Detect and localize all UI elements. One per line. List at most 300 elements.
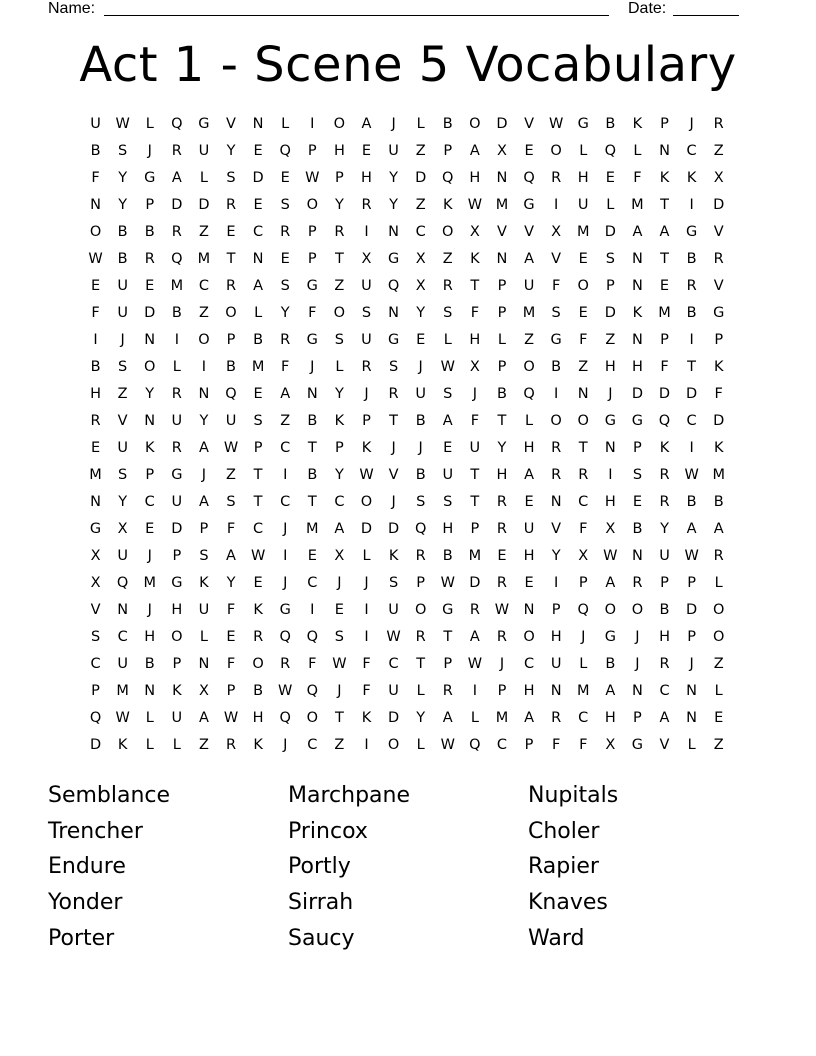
grid-letter[interactable]: D (713, 197, 725, 213)
grid-letter[interactable]: G (442, 602, 454, 618)
grid-letter[interactable]: M (522, 305, 536, 321)
grid-letter[interactable]: J (147, 548, 152, 564)
grid-letter[interactable]: G (144, 170, 156, 186)
grid-letter[interactable]: H (361, 170, 372, 186)
grid-letter[interactable]: O (577, 413, 589, 429)
grid-letter[interactable]: Q (523, 386, 535, 402)
grid-letter[interactable]: R (496, 575, 507, 591)
grid-letter[interactable]: J (364, 575, 369, 591)
grid-letter[interactable]: T (307, 494, 317, 510)
grid-letter[interactable]: C (496, 737, 508, 753)
grid-letter[interactable]: G (198, 116, 210, 132)
grid-letter[interactable]: W (88, 251, 103, 267)
grid-letter[interactable]: E (253, 143, 263, 159)
grid-letter[interactable]: J (201, 467, 207, 483)
grid-letter[interactable]: G (631, 737, 644, 753)
grid-letter[interactable]: A (524, 467, 534, 483)
grid-letter[interactable]: N (144, 683, 156, 699)
grid-letter[interactable]: W (278, 683, 293, 699)
grid-letter[interactable]: D (198, 197, 210, 213)
grid-letter[interactable]: L (172, 737, 181, 753)
grid-letter[interactable]: I (310, 602, 315, 618)
grid-letter[interactable]: Z (578, 359, 589, 375)
grid-letter[interactable]: V (388, 467, 399, 483)
grid-letter[interactable]: P (524, 737, 534, 753)
grid-letter[interactable]: G (171, 467, 183, 483)
grid-letter[interactable]: U (442, 467, 454, 483)
grid-letter[interactable]: H (252, 710, 264, 726)
grid-letter[interactable]: S (443, 386, 453, 402)
grid-letter[interactable]: J (147, 143, 152, 159)
grid-letter[interactable]: E (632, 494, 642, 510)
grid-letter[interactable]: P (660, 575, 669, 591)
grid-letter[interactable]: Z (524, 332, 535, 348)
grid-letter[interactable]: D (604, 305, 616, 321)
grid-letter[interactable]: E (90, 278, 101, 294)
grid-letter[interactable]: D (686, 386, 698, 402)
grid-letter[interactable]: R (171, 224, 182, 240)
grid-letter[interactable]: E (307, 548, 317, 564)
grid-letter[interactable]: A (605, 575, 616, 591)
grid-letter[interactable]: C (415, 224, 426, 240)
grid-letter[interactable]: P (443, 656, 453, 672)
grid-letter[interactable]: L (633, 143, 642, 159)
grid-letter[interactable]: G (604, 413, 616, 429)
grid-letter[interactable]: X (415, 278, 426, 294)
grid-letter[interactable]: Y (551, 548, 561, 564)
grid-letter[interactable]: L (199, 629, 208, 645)
grid-letter[interactable]: B (117, 251, 128, 267)
grid-letter[interactable]: H (577, 170, 589, 186)
grid-letter[interactable]: A (253, 278, 264, 294)
grid-letter[interactable]: G (89, 521, 102, 537)
grid-letter[interactable]: P (307, 143, 317, 159)
grid-letter[interactable]: B (686, 494, 697, 510)
grid-letter[interactable]: G (713, 305, 725, 321)
grid-letter[interactable]: V (117, 413, 128, 429)
grid-letter[interactable]: X (713, 170, 724, 186)
grid-letter[interactable]: S (551, 305, 561, 321)
grid-letter[interactable]: K (713, 359, 724, 375)
grid-letter[interactable]: P (633, 440, 642, 456)
grid-letter[interactable]: T (660, 251, 669, 267)
grid-letter[interactable]: F (308, 305, 317, 321)
grid-letter[interactable]: P (253, 440, 263, 456)
grid-letter[interactable]: K (470, 251, 480, 267)
grid-letter[interactable]: R (686, 278, 697, 294)
grid-letter[interactable]: B (117, 224, 128, 240)
grid-letter[interactable]: R (496, 629, 507, 645)
grid-letter[interactable]: R (442, 278, 453, 294)
grid-letter[interactable]: R (713, 116, 724, 132)
grid-letter[interactable]: P (335, 440, 344, 456)
grid-letter[interactable]: I (554, 575, 559, 591)
grid-letter[interactable]: H (550, 629, 562, 645)
grid-letter[interactable]: D (713, 413, 725, 429)
grid-letter[interactable]: Y (199, 413, 209, 429)
grid-letter[interactable]: K (686, 170, 697, 186)
grid-letter[interactable]: J (472, 386, 477, 402)
grid-letter[interactable]: T (470, 494, 480, 510)
grid-letter[interactable]: M (251, 359, 265, 375)
grid-letter[interactable]: R (551, 170, 562, 186)
grid-letter[interactable]: C (144, 494, 155, 510)
grid-letter[interactable]: X (90, 575, 101, 591)
grid-letter[interactable]: Q (279, 710, 291, 726)
grid-letter[interactable]: H (171, 602, 183, 618)
grid-letter[interactable]: B (226, 359, 236, 375)
grid-letter[interactable]: P (145, 467, 155, 483)
grid-letter[interactable]: S (334, 332, 344, 348)
grid-letter[interactable]: E (226, 629, 236, 645)
grid-letter[interactable]: F (579, 737, 588, 753)
grid-letter[interactable]: T (470, 278, 480, 294)
grid-letter[interactable]: N (523, 602, 535, 618)
grid-letter[interactable]: D (171, 197, 183, 213)
grid-letter[interactable]: H (523, 548, 535, 564)
grid-letter[interactable]: I (364, 224, 369, 240)
grid-letter[interactable]: B (415, 467, 426, 483)
grid-letter[interactable]: O (523, 629, 535, 645)
grid-letter[interactable]: O (414, 602, 427, 618)
grid-letter[interactable]: G (387, 332, 400, 348)
grid-letter[interactable]: C (659, 683, 670, 699)
grid-letter[interactable]: N (144, 332, 156, 348)
grid-letter[interactable]: E (280, 251, 290, 267)
grid-letter[interactable]: M (116, 683, 129, 699)
grid-letter[interactable]: D (144, 305, 156, 321)
grid-letter[interactable]: R (659, 656, 670, 672)
grid-letter[interactable]: P (687, 575, 696, 591)
grid-letter[interactable]: I (554, 386, 559, 402)
grid-letter[interactable]: V (713, 224, 724, 240)
grid-letter[interactable]: L (416, 683, 425, 699)
grid-letter[interactable]: R (144, 251, 155, 267)
grid-letter[interactable]: R (253, 629, 264, 645)
grid-letter[interactable]: T (334, 251, 344, 267)
grid-letter[interactable]: L (145, 710, 154, 726)
grid-letter[interactable]: S (334, 629, 344, 645)
grid-letter[interactable]: O (252, 656, 264, 672)
date-blank-line[interactable] (673, 15, 739, 16)
grid-letter[interactable]: T (470, 467, 480, 483)
grid-letter[interactable]: Z (334, 278, 345, 294)
grid-letter[interactable]: I (283, 548, 288, 564)
grid-letter[interactable]: J (310, 359, 315, 375)
grid-letter[interactable]: K (253, 602, 263, 618)
grid-letter[interactable]: U (659, 548, 670, 564)
grid-letter[interactable]: F (281, 359, 290, 375)
grid-letter[interactable]: B (171, 305, 182, 321)
grid-letter[interactable]: E (90, 440, 101, 456)
grid-letter[interactable]: N (550, 683, 562, 699)
grid-letter[interactable]: K (253, 737, 263, 753)
grid-letter[interactable]: N (686, 683, 698, 699)
grid-letter[interactable]: Q (89, 710, 102, 726)
grid-letter[interactable]: C (117, 629, 128, 645)
grid-letter[interactable]: P (416, 575, 426, 591)
grid-letter[interactable]: Y (226, 575, 236, 591)
grid-letter[interactable]: K (172, 683, 182, 699)
grid-letter[interactable]: D (252, 170, 264, 186)
grid-letter[interactable]: K (361, 440, 372, 456)
grid-letter[interactable]: Z (198, 305, 209, 321)
grid-letter[interactable]: V (226, 116, 236, 132)
grid-letter[interactable]: F (226, 656, 236, 672)
grid-letter[interactable]: Z (713, 737, 724, 753)
grid-letter[interactable]: N (631, 251, 643, 267)
grid-letter[interactable]: E (226, 224, 236, 240)
grid-letter[interactable]: O (360, 494, 373, 510)
grid-letter[interactable]: A (524, 251, 534, 267)
grid-letter[interactable]: M (306, 521, 319, 537)
grid-letter[interactable]: P (551, 602, 561, 618)
grid-letter[interactable]: U (550, 656, 562, 672)
grid-letter[interactable]: E (605, 170, 615, 186)
grid-letter[interactable]: I (283, 467, 288, 483)
grid-letter[interactable]: Z (415, 197, 426, 213)
grid-letter[interactable]: R (171, 440, 182, 456)
grid-letter[interactable]: J (120, 332, 125, 348)
grid-letter[interactable]: T (253, 467, 263, 483)
grid-letter[interactable]: V (524, 224, 534, 240)
grid-letter[interactable]: U (117, 548, 128, 564)
grid-letter[interactable]: M (197, 251, 211, 267)
grid-letter[interactable]: K (144, 440, 155, 456)
grid-letter[interactable]: Y (145, 386, 155, 402)
grid-letter[interactable]: I (364, 629, 369, 645)
grid-letter[interactable]: J (283, 575, 288, 591)
grid-letter[interactable]: O (550, 413, 562, 429)
grid-letter[interactable]: T (687, 359, 697, 375)
grid-letter[interactable]: O (306, 710, 318, 726)
grid-letter[interactable]: N (631, 332, 643, 348)
grid-letter[interactable]: R (659, 494, 670, 510)
grid-letter[interactable]: B (307, 467, 318, 483)
grid-letter[interactable]: Y (118, 494, 128, 510)
grid-letter[interactable]: G (523, 197, 535, 213)
grid-letter[interactable]: Y (389, 197, 398, 213)
grid-letter[interactable]: P (307, 224, 317, 240)
grid-letter[interactable]: B (144, 224, 155, 240)
grid-letter[interactable]: L (335, 359, 344, 375)
grid-letter[interactable]: F (91, 305, 100, 321)
grid-letter[interactable]: R (713, 251, 724, 267)
grid-letter[interactable]: E (253, 197, 263, 213)
grid-letter[interactable]: P (226, 332, 236, 348)
grid-letter[interactable]: L (172, 359, 181, 375)
grid-letter[interactable]: R (171, 143, 182, 159)
grid-letter[interactable]: U (117, 440, 128, 456)
grid-letter[interactable]: D (415, 170, 427, 186)
grid-letter[interactable]: Q (604, 143, 617, 159)
grid-letter[interactable]: R (225, 278, 237, 294)
grid-letter[interactable]: R (551, 467, 562, 483)
grid-letter[interactable]: G (604, 629, 616, 645)
grid-letter[interactable]: C (523, 656, 535, 672)
grid-letter[interactable]: P (172, 548, 182, 564)
grid-letter[interactable]: I (554, 197, 559, 213)
grid-letter[interactable]: Y (118, 197, 128, 213)
grid-letter[interactable]: U (117, 278, 128, 294)
grid-letter[interactable]: O (387, 737, 400, 753)
grid-letter[interactable]: T (443, 629, 453, 645)
grid-letter[interactable]: U (577, 197, 589, 213)
grid-letter[interactable]: S (443, 494, 453, 510)
grid-letter[interactable]: C (198, 278, 209, 294)
grid-letter[interactable]: A (469, 143, 480, 159)
grid-letter[interactable]: J (364, 386, 369, 402)
grid-letter[interactable]: P (633, 710, 642, 726)
grid-letter[interactable]: J (283, 737, 288, 753)
grid-letter[interactable]: E (253, 386, 263, 402)
grid-letter[interactable]: O (712, 602, 725, 618)
grid-letter[interactable]: I (472, 683, 477, 699)
grid-letter[interactable]: F (579, 521, 588, 537)
grid-letter[interactable]: N (198, 656, 210, 672)
grid-letter[interactable]: N (117, 602, 129, 618)
grid-letter[interactable]: H (442, 521, 454, 537)
grid-letter[interactable]: S (361, 305, 372, 321)
grid-letter[interactable]: W (440, 359, 455, 375)
grid-letter[interactable]: Y (226, 143, 236, 159)
grid-letter[interactable]: J (635, 629, 640, 645)
grid-letter[interactable]: H (333, 143, 345, 159)
grid-letter[interactable]: C (686, 413, 697, 429)
grid-letter[interactable]: K (117, 737, 128, 753)
grid-letter[interactable]: E (280, 170, 290, 186)
grid-letter[interactable]: Z (198, 224, 209, 240)
grid-letter[interactable]: L (714, 575, 723, 591)
grid-letter[interactable]: U (117, 305, 128, 321)
grid-letter[interactable]: B (144, 656, 155, 672)
grid-letter[interactable]: U (388, 683, 399, 699)
grid-letter[interactable]: B (442, 548, 453, 564)
grid-letter[interactable]: F (551, 278, 561, 294)
grid-letter[interactable]: L (362, 548, 371, 564)
grid-letter[interactable]: R (171, 386, 182, 402)
grid-letter[interactable]: O (333, 305, 346, 321)
grid-letter[interactable]: Q (414, 521, 427, 537)
grid-letter[interactable]: B (605, 656, 616, 672)
grid-letter[interactable]: Z (117, 386, 128, 402)
grid-letter[interactable]: S (118, 467, 128, 483)
grid-letter[interactable]: M (495, 710, 509, 726)
grid-letter[interactable]: T (226, 251, 236, 267)
grid-letter[interactable]: F (633, 170, 642, 186)
grid-letter[interactable]: D (604, 224, 616, 240)
grid-letter[interactable]: D (469, 575, 481, 591)
grid-letter[interactable]: B (496, 386, 507, 402)
grid-letter[interactable]: E (253, 575, 263, 591)
grid-letter[interactable]: E (334, 602, 344, 618)
grid-letter[interactable]: F (470, 413, 480, 429)
grid-letter[interactable]: K (659, 440, 670, 456)
grid-letter[interactable]: K (632, 305, 643, 321)
grid-letter[interactable]: S (199, 548, 209, 564)
grid-letter[interactable]: O (604, 602, 617, 618)
grid-letter[interactable]: Q (658, 413, 671, 429)
grid-letter[interactable]: D (496, 116, 508, 132)
grid-letter[interactable]: P (687, 629, 696, 645)
grid-letter[interactable]: P (307, 251, 317, 267)
name-blank-line[interactable] (104, 15, 609, 16)
grid-letter[interactable]: G (387, 251, 400, 267)
grid-letter[interactable]: X (605, 737, 616, 753)
grid-letter[interactable]: J (581, 629, 586, 645)
grid-letter[interactable]: Y (334, 197, 344, 213)
grid-letter[interactable]: B (686, 305, 697, 321)
grid-letter[interactable]: H (144, 629, 156, 645)
grid-letter[interactable]: S (388, 359, 399, 375)
grid-letter[interactable]: A (334, 521, 345, 537)
grid-letter[interactable]: J (391, 440, 396, 456)
grid-letter[interactable]: N (144, 413, 156, 429)
grid-letter[interactable]: L (281, 116, 290, 132)
grid-letter[interactable]: R (415, 548, 426, 564)
grid-letter[interactable]: A (469, 629, 480, 645)
grid-letter[interactable]: D (631, 386, 643, 402)
grid-letter[interactable]: L (714, 683, 723, 699)
grid-letter[interactable]: Q (306, 629, 318, 645)
grid-letter[interactable]: N (496, 251, 508, 267)
grid-letter[interactable]: G (171, 575, 183, 591)
grid-letter[interactable]: M (89, 467, 102, 483)
grid-letter[interactable]: R (551, 440, 562, 456)
grid-letter[interactable]: O (171, 629, 183, 645)
grid-letter[interactable]: J (147, 602, 152, 618)
grid-letter[interactable]: R (361, 359, 372, 375)
grid-letter[interactable]: I (689, 440, 694, 456)
grid-letter[interactable]: U (523, 278, 535, 294)
grid-letter[interactable]: O (469, 116, 481, 132)
grid-letter[interactable]: J (499, 656, 505, 672)
grid-letter[interactable]: I (310, 116, 315, 132)
grid-letter[interactable]: A (686, 521, 697, 537)
grid-letter[interactable]: A (280, 386, 291, 402)
grid-letter[interactable]: A (524, 710, 534, 726)
grid-letter[interactable]: N (90, 494, 101, 510)
grid-letter[interactable]: W (359, 467, 374, 483)
grid-letter[interactable]: L (579, 656, 588, 672)
grid-letter[interactable]: B (253, 332, 264, 348)
grid-letter[interactable]: R (551, 710, 562, 726)
grid-letter[interactable]: C (280, 494, 291, 510)
grid-letter[interactable]: U (171, 710, 183, 726)
grid-letter[interactable]: E (524, 494, 534, 510)
grid-letter[interactable]: Z (605, 332, 616, 348)
grid-letter[interactable]: U (361, 278, 372, 294)
grid-letter[interactable]: Z (713, 143, 724, 159)
grid-letter[interactable]: R (388, 386, 399, 402)
grid-letter[interactable]: X (605, 521, 616, 537)
grid-letter[interactable]: O (144, 359, 156, 375)
grid-letter[interactable]: E (361, 143, 372, 159)
grid-letter[interactable]: K (632, 116, 643, 132)
grid-letter[interactable]: A (171, 170, 182, 186)
grid-letter[interactable]: A (361, 116, 372, 132)
grid-letter[interactable]: F (362, 656, 371, 672)
grid-letter[interactable]: D (387, 521, 400, 537)
grid-letter[interactable]: N (631, 683, 643, 699)
grid-letter[interactable]: B (713, 494, 724, 510)
grid-letter[interactable]: K (713, 440, 724, 456)
grid-letter[interactable]: Z (334, 737, 345, 753)
grid-letter[interactable]: Q (171, 116, 183, 132)
grid-letter[interactable]: X (117, 521, 128, 537)
grid-letter[interactable]: A (442, 710, 453, 726)
grid-letter[interactable]: D (89, 737, 102, 753)
